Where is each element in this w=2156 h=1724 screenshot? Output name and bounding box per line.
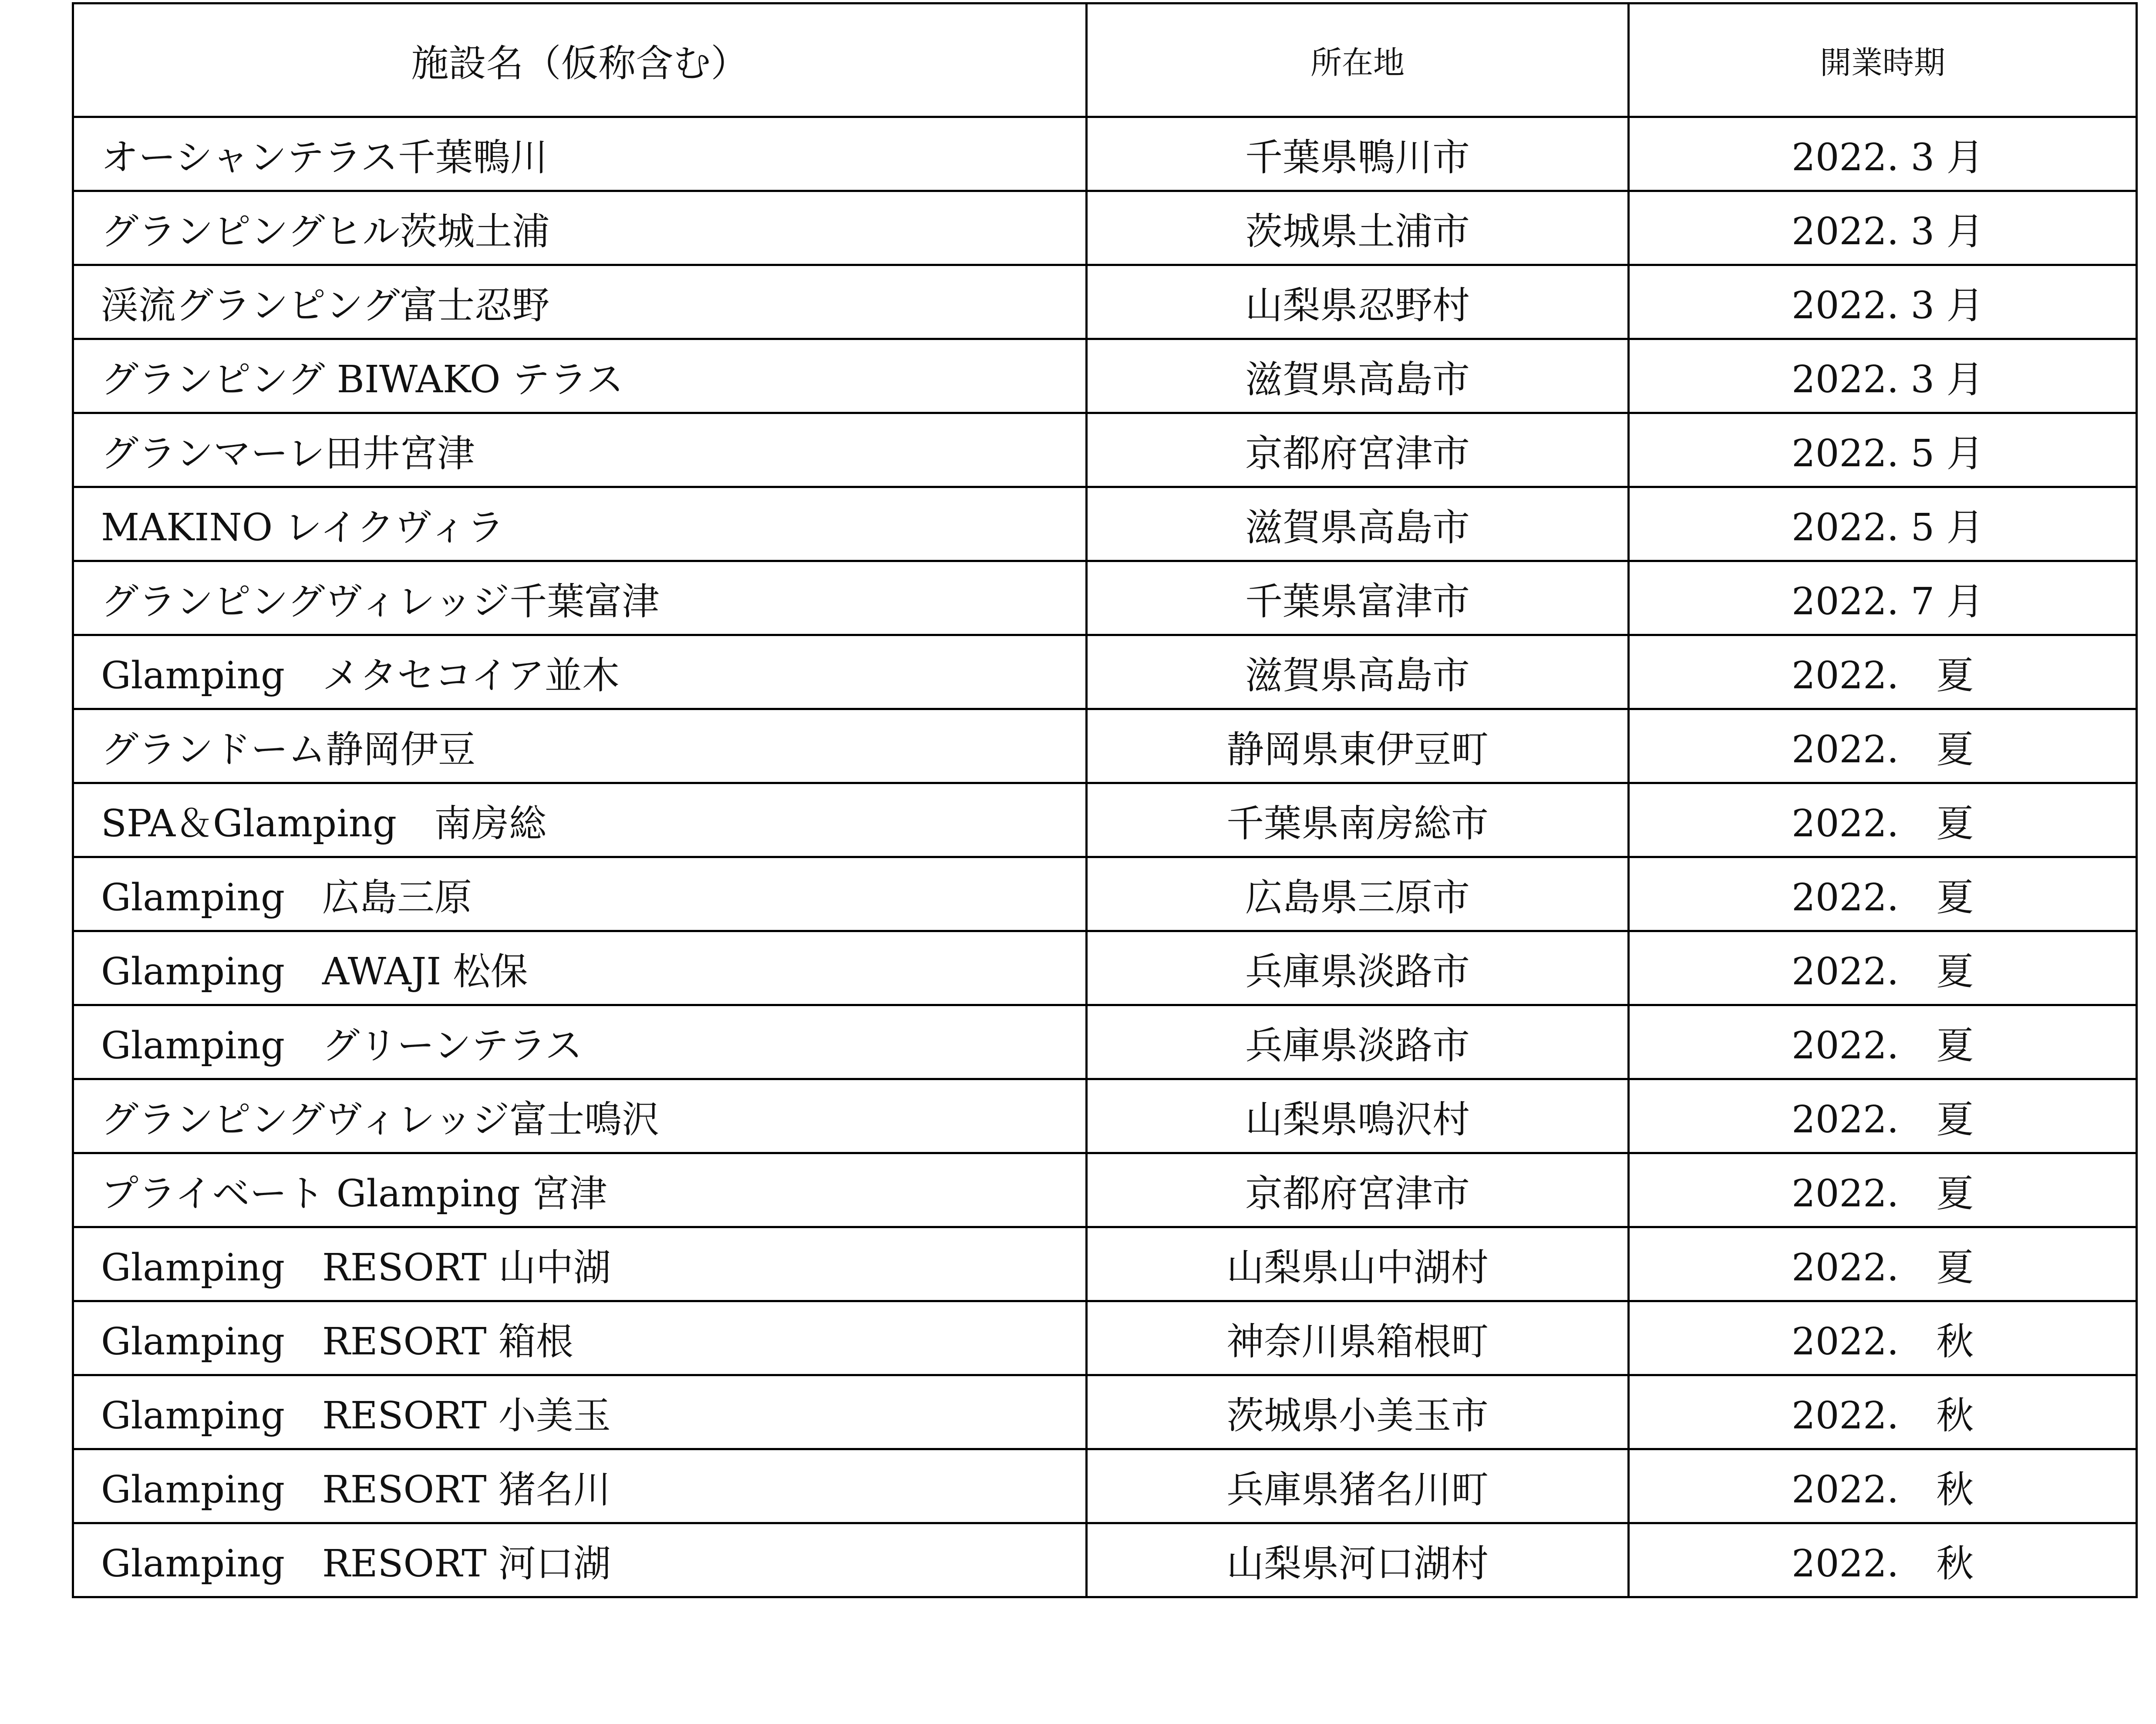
table-row (73, 1079, 2137, 1153)
table-row (73, 191, 2137, 265)
opening-period-cell: 2022. 5 月 (1629, 413, 2137, 487)
facility-name-cell: プライベート Glamping 宮津 (73, 1153, 1087, 1227)
location-cell: 山梨県忍野村 (1087, 265, 1629, 339)
opening-period-cell: 2022. 夏 (1629, 1227, 2137, 1301)
facility-name-cell: グランピングヴィレッジ千葉富津 (73, 561, 1087, 635)
opening-period-cell: 2022. 7 月 (1629, 561, 2137, 635)
location-cell: 山梨県河口湖村 (1087, 1523, 1629, 1597)
facility-name-cell: グランピングヒル茨城土浦 (73, 191, 1087, 265)
table-row (73, 1523, 2137, 1597)
table-row (73, 561, 2137, 635)
opening-period-cell: 2022. 秋 (1629, 1523, 2137, 1597)
opening-period-cell: 2022. 夏 (1629, 1153, 2137, 1227)
opening-period-cell: 2022. 夏 (1629, 783, 2137, 857)
table-row (73, 931, 2137, 1005)
table-row (73, 265, 2137, 339)
table-row (73, 1005, 2137, 1079)
opening-period-cell: 2022. 夏 (1629, 931, 2137, 1005)
header-row (73, 3, 2137, 117)
table-row (73, 339, 2137, 413)
opening-period-cell: 2022. 3 月 (1629, 191, 2137, 265)
facility-name-cell: Glamping RESORT 箱根 (73, 1301, 1087, 1375)
table-row (73, 1227, 2137, 1301)
location-cell: 静岡県東伊豆町 (1087, 709, 1629, 783)
location-cell: 兵庫県猪名川町 (1087, 1449, 1629, 1523)
header-opening-period: 開業時期 (1629, 3, 2137, 117)
opening-period-cell: 2022. 3 月 (1629, 117, 2137, 191)
table-row (73, 635, 2137, 709)
table-row (73, 1375, 2137, 1449)
location-cell: 広島県三原市 (1087, 857, 1629, 931)
table-row (73, 413, 2137, 487)
location-cell: 神奈川県箱根町 (1087, 1301, 1629, 1375)
facility-name-cell: Glamping RESORT 猪名川 (73, 1449, 1087, 1523)
location-cell: 京都府宮津市 (1087, 1153, 1629, 1227)
location-cell: 滋賀県高島市 (1087, 635, 1629, 709)
opening-period-cell: 2022. 夏 (1629, 635, 2137, 709)
location-cell: 兵庫県淡路市 (1087, 1005, 1629, 1079)
table-row (73, 857, 2137, 931)
opening-period-cell: 2022. 夏 (1629, 857, 2137, 931)
facility-name-cell: グランマーレ田井宮津 (73, 413, 1087, 487)
facility-name-cell: Glamping AWAJI 松保 (73, 931, 1087, 1005)
facility-name-cell: Glamping 広島三原 (73, 857, 1087, 931)
location-cell: 千葉県鴨川市 (1087, 117, 1629, 191)
location-cell: 千葉県南房総市 (1087, 783, 1629, 857)
table-row (73, 1449, 2137, 1523)
facility-name-cell: SPA＆Glamping 南房総 (73, 783, 1087, 857)
location-cell: 兵庫県淡路市 (1087, 931, 1629, 1005)
opening-period-cell: 2022. 秋 (1629, 1375, 2137, 1449)
location-cell: 山梨県鳴沢村 (1087, 1079, 1629, 1153)
facility-name-cell: Glamping グリーンテラス (73, 1005, 1087, 1079)
facility-name-cell: MAKINO レイクヴィラ (73, 487, 1087, 561)
location-cell: 京都府宮津市 (1087, 413, 1629, 487)
facility-name-cell: グランドーム静岡伊豆 (73, 709, 1087, 783)
opening-period-cell: 2022. 5 月 (1629, 487, 2137, 561)
opening-period-cell: 2022. 夏 (1629, 1079, 2137, 1153)
table-row (73, 1301, 2137, 1375)
opening-period-cell: 2022. 夏 (1629, 709, 2137, 783)
header-facility-name: 施設名（仮称含む） (73, 3, 1087, 117)
table-header (73, 3, 2137, 117)
facility-table (72, 2, 2138, 1598)
location-cell: 千葉県富津市 (1087, 561, 1629, 635)
table-row (73, 117, 2137, 191)
opening-period-cell: 2022. 3 月 (1629, 265, 2137, 339)
opening-period-cell: 2022. 夏 (1629, 1005, 2137, 1079)
location-cell: 山梨県山中湖村 (1087, 1227, 1629, 1301)
table-body (73, 117, 2137, 1597)
facility-name-cell: Glamping RESORT 河口湖 (73, 1523, 1087, 1597)
table-row (73, 783, 2137, 857)
location-cell: 滋賀県高島市 (1087, 487, 1629, 561)
header-location: 所在地 (1087, 3, 1629, 117)
facility-name-cell: グランピングヴィレッジ富士鳴沢 (73, 1079, 1087, 1153)
opening-period-cell: 2022. 3 月 (1629, 339, 2137, 413)
location-cell: 茨城県小美玉市 (1087, 1375, 1629, 1449)
opening-period-cell: 2022. 秋 (1629, 1301, 2137, 1375)
table-row (73, 709, 2137, 783)
facility-name-cell: グランピング BIWAKO テラス (73, 339, 1087, 413)
facility-name-cell: Glamping メタセコイア並木 (73, 635, 1087, 709)
facility-name-cell: 渓流グランピング富士忍野 (73, 265, 1087, 339)
facility-name-cell: Glamping RESORT 山中湖 (73, 1227, 1087, 1301)
table-row (73, 1153, 2137, 1227)
facility-name-cell: Glamping RESORT 小美玉 (73, 1375, 1087, 1449)
opening-period-cell: 2022. 秋 (1629, 1449, 2137, 1523)
location-cell: 茨城県土浦市 (1087, 191, 1629, 265)
location-cell: 滋賀県高島市 (1087, 339, 1629, 413)
facility-name-cell: オーシャンテラス千葉鴨川 (73, 117, 1087, 191)
table-row (73, 487, 2137, 561)
